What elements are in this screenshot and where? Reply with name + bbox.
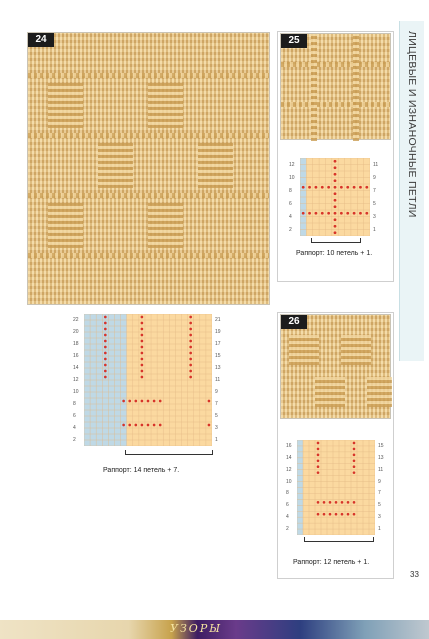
row-number: 3 (378, 514, 381, 521)
purl-symbol (329, 513, 332, 516)
row-number: 12 (73, 377, 79, 383)
purl-symbol (189, 352, 192, 355)
swatch-photo-24 (27, 32, 270, 305)
row-number: 16 (286, 442, 292, 449)
row-number: 14 (73, 365, 79, 371)
row-number: 5 (215, 413, 218, 419)
purl-symbol (353, 442, 356, 445)
row-number: 8 (286, 490, 289, 497)
pattern-number-badge: 26 (281, 315, 307, 329)
purl-symbol (141, 424, 144, 427)
purl-symbol (334, 205, 337, 208)
row-number: 11 (378, 466, 384, 473)
row-number: 7 (215, 401, 218, 407)
pattern-number-badge: 24 (28, 33, 54, 47)
purl-symbol (353, 186, 356, 189)
row-number: 9 (215, 389, 218, 395)
row-number: 4 (286, 514, 289, 521)
purl-symbol (302, 186, 305, 189)
purl-symbol (334, 173, 337, 176)
row-number: 14 (286, 454, 292, 461)
row-number: 1 (378, 526, 381, 533)
bottom-decorative-banner (0, 620, 429, 639)
purl-symbol (335, 513, 338, 516)
purl-symbol (317, 513, 320, 516)
purl-symbol (141, 340, 144, 343)
row-number: 7 (373, 187, 376, 194)
row-number: 6 (289, 200, 292, 207)
purl-symbol (315, 212, 318, 215)
purl-symbol (208, 400, 211, 403)
row-number: 4 (289, 213, 292, 220)
row-number: 8 (289, 187, 292, 194)
purl-symbol (104, 322, 107, 325)
purl-symbol (327, 212, 330, 215)
purl-symbol (334, 218, 337, 221)
row-number: 3 (373, 213, 376, 220)
purl-symbol (334, 231, 337, 234)
purl-symbol (104, 376, 107, 379)
purl-symbol (353, 501, 356, 504)
purl-symbol (159, 424, 162, 427)
purl-symbol (353, 454, 356, 457)
chart-24 (84, 314, 212, 446)
swatch-photo-25 (280, 33, 391, 140)
purl-symbol (334, 225, 337, 228)
chart-26 (297, 440, 375, 535)
row-number: 6 (73, 413, 76, 419)
purl-symbol (189, 328, 192, 331)
purl-symbol (353, 465, 356, 468)
repeat-bracket (304, 537, 374, 542)
purl-symbol (208, 424, 211, 427)
repeat-caption: Раппорт: 10 петель + 1. (296, 250, 373, 257)
row-number: 1 (373, 226, 376, 233)
purl-symbol (308, 212, 311, 215)
row-number: 2 (73, 437, 76, 443)
repeat-bracket (311, 238, 361, 243)
row-number: 7 (378, 490, 381, 497)
purl-symbol (104, 364, 107, 367)
row-number: 20 (73, 329, 79, 335)
purl-symbol (128, 400, 131, 403)
purl-symbol (341, 501, 344, 504)
purl-symbol (189, 370, 192, 373)
purl-symbol (365, 186, 368, 189)
purl-symbol (365, 212, 368, 215)
purl-symbol (147, 424, 150, 427)
purl-symbol (134, 424, 137, 427)
purl-symbol (122, 424, 125, 427)
purl-symbol (340, 186, 343, 189)
row-number: 3 (215, 425, 218, 431)
purl-symbol (334, 160, 337, 163)
purl-symbol (321, 186, 324, 189)
page-number: 33 (410, 570, 419, 579)
chart-25 (300, 158, 370, 236)
purl-symbol (141, 316, 144, 319)
purl-symbol (141, 334, 144, 337)
purl-symbol (104, 328, 107, 331)
pattern-number-badge: 25 (281, 34, 307, 48)
purl-symbol (141, 346, 144, 349)
repeat-caption: Раппорт: 12 петель + 1. (293, 559, 370, 566)
purl-symbol (317, 454, 320, 457)
purl-symbol (141, 322, 144, 325)
row-number: 10 (289, 174, 295, 181)
row-number: 13 (215, 365, 221, 371)
purl-symbol (317, 501, 320, 504)
purl-symbol (128, 424, 131, 427)
section-sidebar (399, 21, 424, 361)
row-number: 17 (215, 341, 221, 347)
purl-symbol (153, 400, 156, 403)
purl-symbol (353, 212, 356, 215)
row-number: 12 (289, 161, 295, 168)
repeat-bracket (125, 450, 213, 455)
row-number: 19 (215, 329, 221, 335)
purl-symbol (134, 400, 137, 403)
row-number: 13 (378, 454, 384, 461)
row-number: 10 (286, 478, 292, 485)
purl-symbol (141, 364, 144, 367)
purl-symbol (327, 186, 330, 189)
purl-symbol (334, 186, 337, 189)
purl-symbol (335, 501, 338, 504)
purl-symbol (189, 364, 192, 367)
purl-symbol (315, 186, 318, 189)
purl-symbol (341, 513, 344, 516)
row-number: 16 (73, 353, 79, 359)
purl-symbol (189, 340, 192, 343)
row-number: 15 (378, 442, 384, 449)
row-number: 11 (373, 161, 379, 168)
purl-symbol (104, 316, 107, 319)
purl-symbol (147, 400, 150, 403)
purl-symbol (104, 358, 107, 361)
purl-symbol (104, 370, 107, 373)
row-number: 8 (73, 401, 76, 407)
purl-symbol (353, 459, 356, 462)
purl-symbol (104, 346, 107, 349)
row-number: 12 (286, 466, 292, 473)
row-number: 10 (73, 389, 79, 395)
purl-symbol (347, 513, 350, 516)
purl-symbol (317, 448, 320, 451)
purl-symbol (323, 501, 326, 504)
row-number: 9 (378, 478, 381, 485)
purl-symbol (189, 316, 192, 319)
bottom-banner-text: УЗОРЫ (170, 622, 223, 635)
purl-symbol (353, 513, 356, 516)
purl-symbol (353, 448, 356, 451)
purl-symbol (346, 212, 349, 215)
purl-symbol (104, 340, 107, 343)
purl-symbol (302, 212, 305, 215)
row-number: 18 (73, 341, 79, 347)
purl-symbol (334, 192, 337, 195)
purl-symbol (346, 186, 349, 189)
purl-symbol (141, 370, 144, 373)
row-number: 2 (286, 526, 289, 533)
purl-symbol (189, 358, 192, 361)
purl-symbol (189, 376, 192, 379)
row-number: 1 (215, 437, 218, 443)
purl-symbol (141, 400, 144, 403)
purl-symbol (347, 501, 350, 504)
section-title: ЛИЦЕВЫЕ И ИЗНАНОЧНЫЕ ПЕТЛИ (406, 31, 418, 218)
purl-symbol (317, 465, 320, 468)
purl-symbol (141, 358, 144, 361)
purl-symbol (141, 328, 144, 331)
purl-symbol (159, 400, 162, 403)
purl-symbol (353, 471, 356, 474)
purl-symbol (334, 179, 337, 182)
purl-symbol (317, 459, 320, 462)
row-number: 15 (215, 353, 221, 359)
purl-symbol (141, 352, 144, 355)
purl-symbol (153, 424, 156, 427)
row-number: 2 (289, 226, 292, 233)
purl-symbol (340, 212, 343, 215)
purl-symbol (334, 199, 337, 202)
purl-symbol (189, 346, 192, 349)
purl-symbol (308, 186, 311, 189)
purl-symbol (317, 442, 320, 445)
purl-symbol (359, 186, 362, 189)
purl-symbol (359, 212, 362, 215)
row-number: 5 (373, 200, 376, 207)
purl-symbol (317, 471, 320, 474)
purl-symbol (141, 376, 144, 379)
purl-symbol (334, 212, 337, 215)
row-number: 9 (373, 174, 376, 181)
row-number: 22 (73, 317, 79, 323)
purl-symbol (104, 352, 107, 355)
purl-symbol (323, 513, 326, 516)
purl-symbol (189, 334, 192, 337)
swatch-photo-26 (280, 314, 391, 419)
row-number: 6 (286, 502, 289, 509)
purl-symbol (104, 334, 107, 337)
repeat-caption: Раппорт: 14 петель + 7. (103, 467, 180, 474)
row-number: 11 (215, 377, 221, 383)
row-number: 5 (378, 502, 381, 509)
purl-symbol (321, 212, 324, 215)
row-number: 21 (215, 317, 221, 323)
purl-symbol (329, 501, 332, 504)
purl-symbol (334, 166, 337, 169)
purl-symbol (122, 400, 125, 403)
row-number: 4 (73, 425, 76, 431)
purl-symbol (189, 322, 192, 325)
